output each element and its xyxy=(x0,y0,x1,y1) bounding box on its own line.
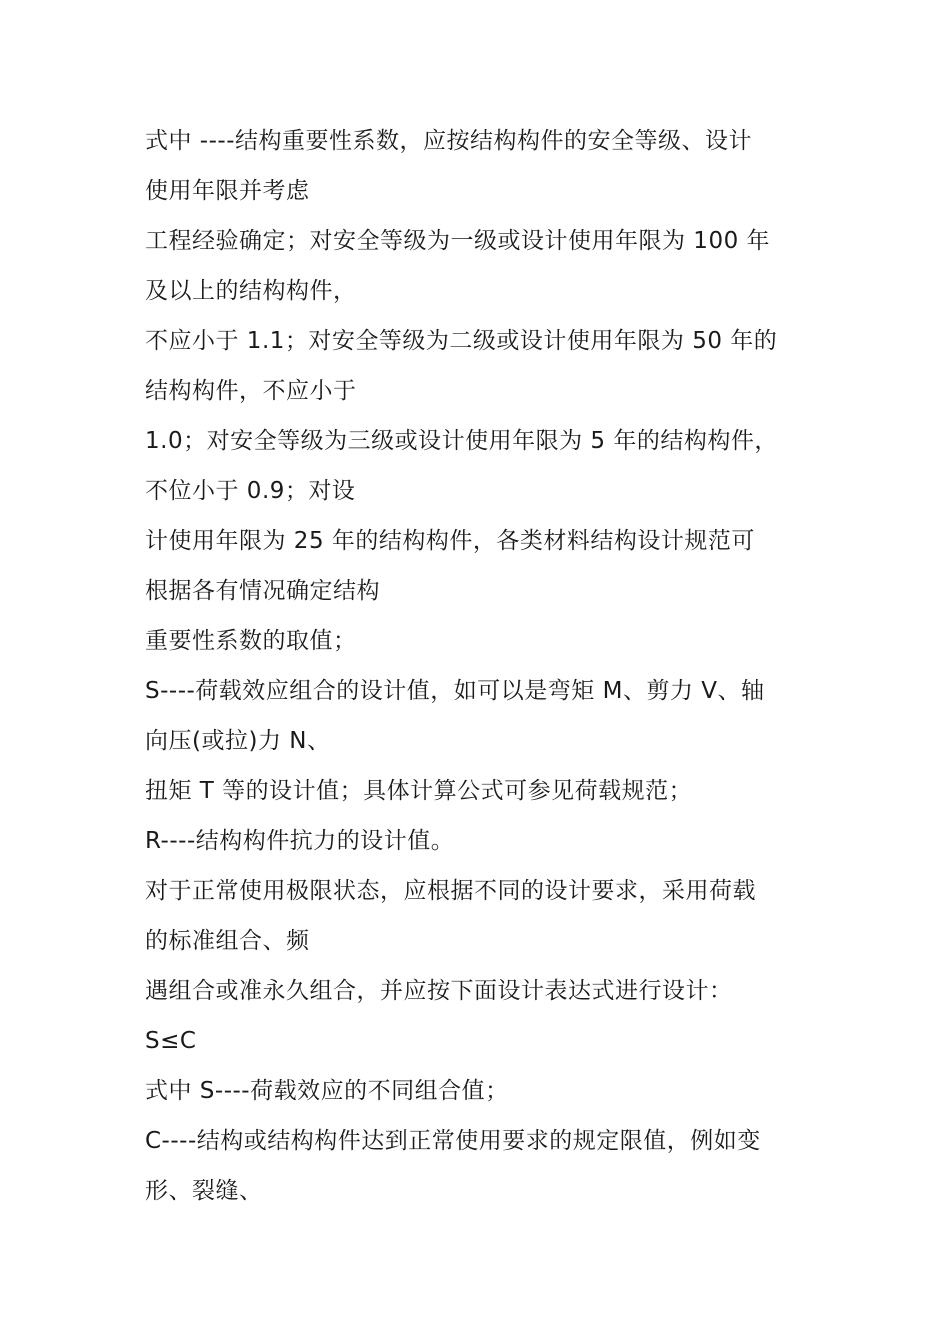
text-line: 扭矩 T 等的设计值；具体计算公式可参见荷载规范； xyxy=(145,778,693,804)
text-line: 对于正常使用极限状态，应根据不同的设计要求，采用荷载 xyxy=(145,878,756,904)
text-line: 不位小于 0.9；对设 xyxy=(145,478,356,504)
document-text xyxy=(145,116,825,1216)
text-line: 1.0；对安全等级为三级或设计使用年限为 5 年的结构构件， xyxy=(145,428,778,454)
text-line: 形、裂缝、 xyxy=(145,1178,263,1204)
text-line: 计使用年限为 25 年的结构构件，各类材料结构设计规范可 xyxy=(145,528,755,554)
text-line: S≤C xyxy=(145,1028,197,1054)
text-line: 重要性系数的取值； xyxy=(145,628,357,654)
text-line: S----荷载效应组合的设计值，如可以是弯矩 M、剪力 V、轴 xyxy=(145,678,765,704)
text-line: 及以上的结构构件， xyxy=(145,278,357,304)
text-line: 结构构件，不应小于 xyxy=(145,378,357,404)
text-line: 不应小于 1.1；对安全等级为二级或设计使用年限为 50 年的 xyxy=(145,328,778,354)
text-line: 式中 ----结构重要性系数，应按结构构件的安全等级、设计 xyxy=(145,128,753,154)
text-line: 式中 S----荷载效应的不同组合值； xyxy=(145,1078,509,1104)
text-line: R----结构构件抗力的设计值。 xyxy=(145,828,455,854)
text-line: 向压(或拉)力 N、 xyxy=(145,728,331,754)
text-line: C----结构或结构构件达到正常使用要求的规定限值，例如变 xyxy=(145,1128,761,1154)
text-line: 遇组合或准永久组合，并应按下面设计表达式进行设计： xyxy=(145,978,733,1004)
text-line: 工程经验确定；对安全等级为一级或设计使用年限为 100 年 xyxy=(145,228,771,254)
text-line: 的标准组合、频 xyxy=(145,928,310,954)
text-line: 使用年限并考虑 xyxy=(145,178,310,204)
text-line: 根据各有情况确定结构 xyxy=(145,578,380,604)
